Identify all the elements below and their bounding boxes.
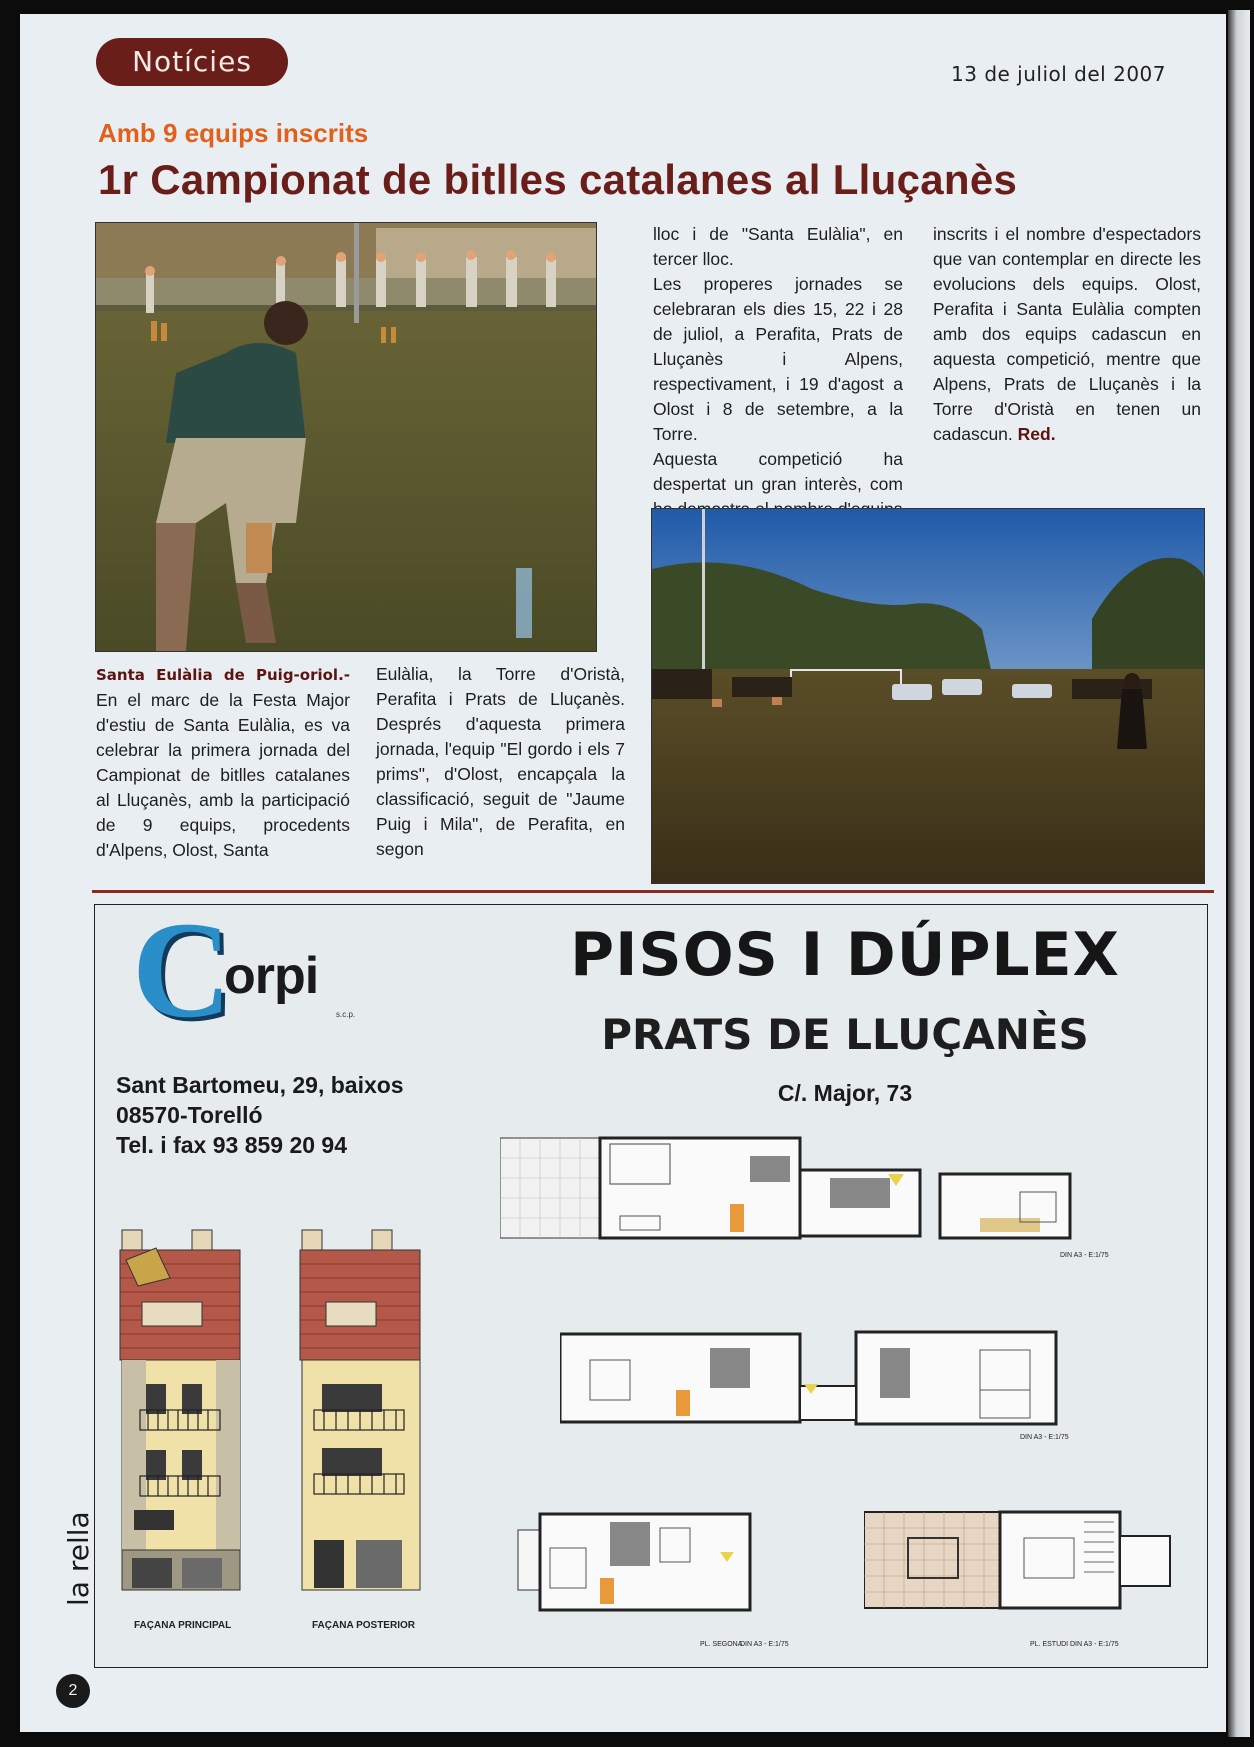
bitlles-player-photo (95, 222, 597, 652)
article-column-4-text: inscrits i el nombre d'espectadors que van contemplar en directe les evolucions dels equips. Olost, Perafita i Santa Eulàlia compten amb dos equips cadascun en aquesta competició, mentre que Alpens, Prats de Lluçanès i la Torre d'Oristà en tenen un cadascun. (933, 224, 1201, 444)
article-column-2-text: Eulàlia, la Torre d'Oristà, Perafita i Prats de Lluçanès. Després d'aquesta primera jornada, l'equip "El gordo i els 7 prims", d'Olost, encapçala la classificació, seguit de "Jaume Puig i Mila", de Perafita, en segon (376, 664, 625, 859)
ad-contact (116, 1070, 404, 1160)
facade-drawing-image (112, 1220, 448, 1640)
rear-facade (300, 1230, 420, 1590)
article-column-3-p1: lloc i de "Santa Eulàlia", en tercer lloc. (653, 224, 903, 269)
floor-plan-study (864, 1508, 1180, 1618)
front-facade (120, 1230, 240, 1590)
floor-plan-second (560, 1330, 1136, 1430)
article-column-1 (96, 662, 350, 863)
floor-plan-third-image (510, 1508, 810, 1618)
floor-plan-second-image (560, 1330, 1136, 1430)
article-headline: 1r Campionat de bitlles catalanes al Lluçanès (98, 156, 1018, 203)
magazine-page (20, 14, 1226, 1732)
corpi-logo-suffix: s.c.p. (336, 1010, 356, 1019)
bitlles-field-image (652, 509, 1204, 883)
plan-scale-label-1: DIN A3 - E:1/75 (1060, 1252, 1109, 1259)
plan-scale-label-2: DIN A3 - E:1/75 (1020, 1434, 1069, 1441)
page-gutter (1228, 10, 1250, 1737)
page-number: 2 (56, 1674, 90, 1708)
ad-address-line-2: 08570-Torelló (116, 1102, 263, 1128)
article-column-4 (933, 222, 1201, 447)
plan-second-scale: DIN A3 - E:1/75 (740, 1641, 789, 1648)
ad-phone: Tel. i fax 93 859 20 94 (116, 1132, 348, 1158)
article-column-3-p2: Les properes jornades se celebraran els dies 15, 22 i 28 de juliol, a Perafita, Prats de Lluçanès i Alpens, respectivament, i 19 d'agost a Olost i 8 de setembre, a la Torre. (653, 274, 903, 444)
ad-address-line-1: Sant Bartomeu, 29, baixos (116, 1072, 404, 1098)
section-badge: Notícies (96, 38, 288, 86)
corpi-logo-c: C (132, 893, 232, 1046)
bitlles-field-photo (651, 508, 1205, 884)
ad-title: PISOS I DÚPLEX (570, 920, 1120, 990)
article-column-3 (653, 222, 903, 522)
facade-rear-label: FAÇANA POSTERIOR (312, 1620, 415, 1631)
plan-second-label: PL. SEGONA (700, 1641, 743, 1648)
issue-date: 13 de juliol del 2007 (951, 62, 1166, 86)
facade-front-label: FAÇANA PRINCIPAL (134, 1620, 232, 1631)
corpi-logo (132, 893, 378, 1046)
ad-subtitle: PRATS DE LLUÇANÈS (601, 1010, 1089, 1059)
floor-plan-first (500, 1134, 1140, 1250)
article-signature: Red. (1017, 424, 1056, 444)
article-column-1-text: En el marc de la Festa Major d'estiu de Santa Eulàlia, es va celebrar la primera jornada del Campionat de bitlles catalanes al Lluçanès, amb la participació de 9 equips, procedents d'Alpens, Olost, Santa (96, 690, 350, 860)
floor-plan-study-image (864, 1508, 1180, 1618)
floor-plan-third (510, 1508, 810, 1618)
floor-plan-first-image (500, 1134, 1140, 1250)
plan-study-label: PL. ESTUDI (1030, 1641, 1069, 1648)
article-lead-in: Santa Eulàlia de Puig-oriol.- (96, 666, 350, 684)
plan-study-scale: DIN A3 - E:1/75 (1070, 1641, 1119, 1648)
article-column-2 (376, 662, 625, 862)
facade-drawings (112, 1220, 448, 1640)
ad-street: C/. Major, 73 (777, 1080, 913, 1106)
section-divider (92, 890, 1214, 893)
article-column-3-p3: Aquesta competició ha despertat un gran interès, com (653, 449, 903, 494)
corpi-logo-text: orpi (224, 947, 319, 1005)
publication-name: la rella (62, 1511, 95, 1606)
article-kicker: Amb 9 equips inscrits (98, 118, 369, 148)
bitlles-player-image (96, 223, 596, 651)
